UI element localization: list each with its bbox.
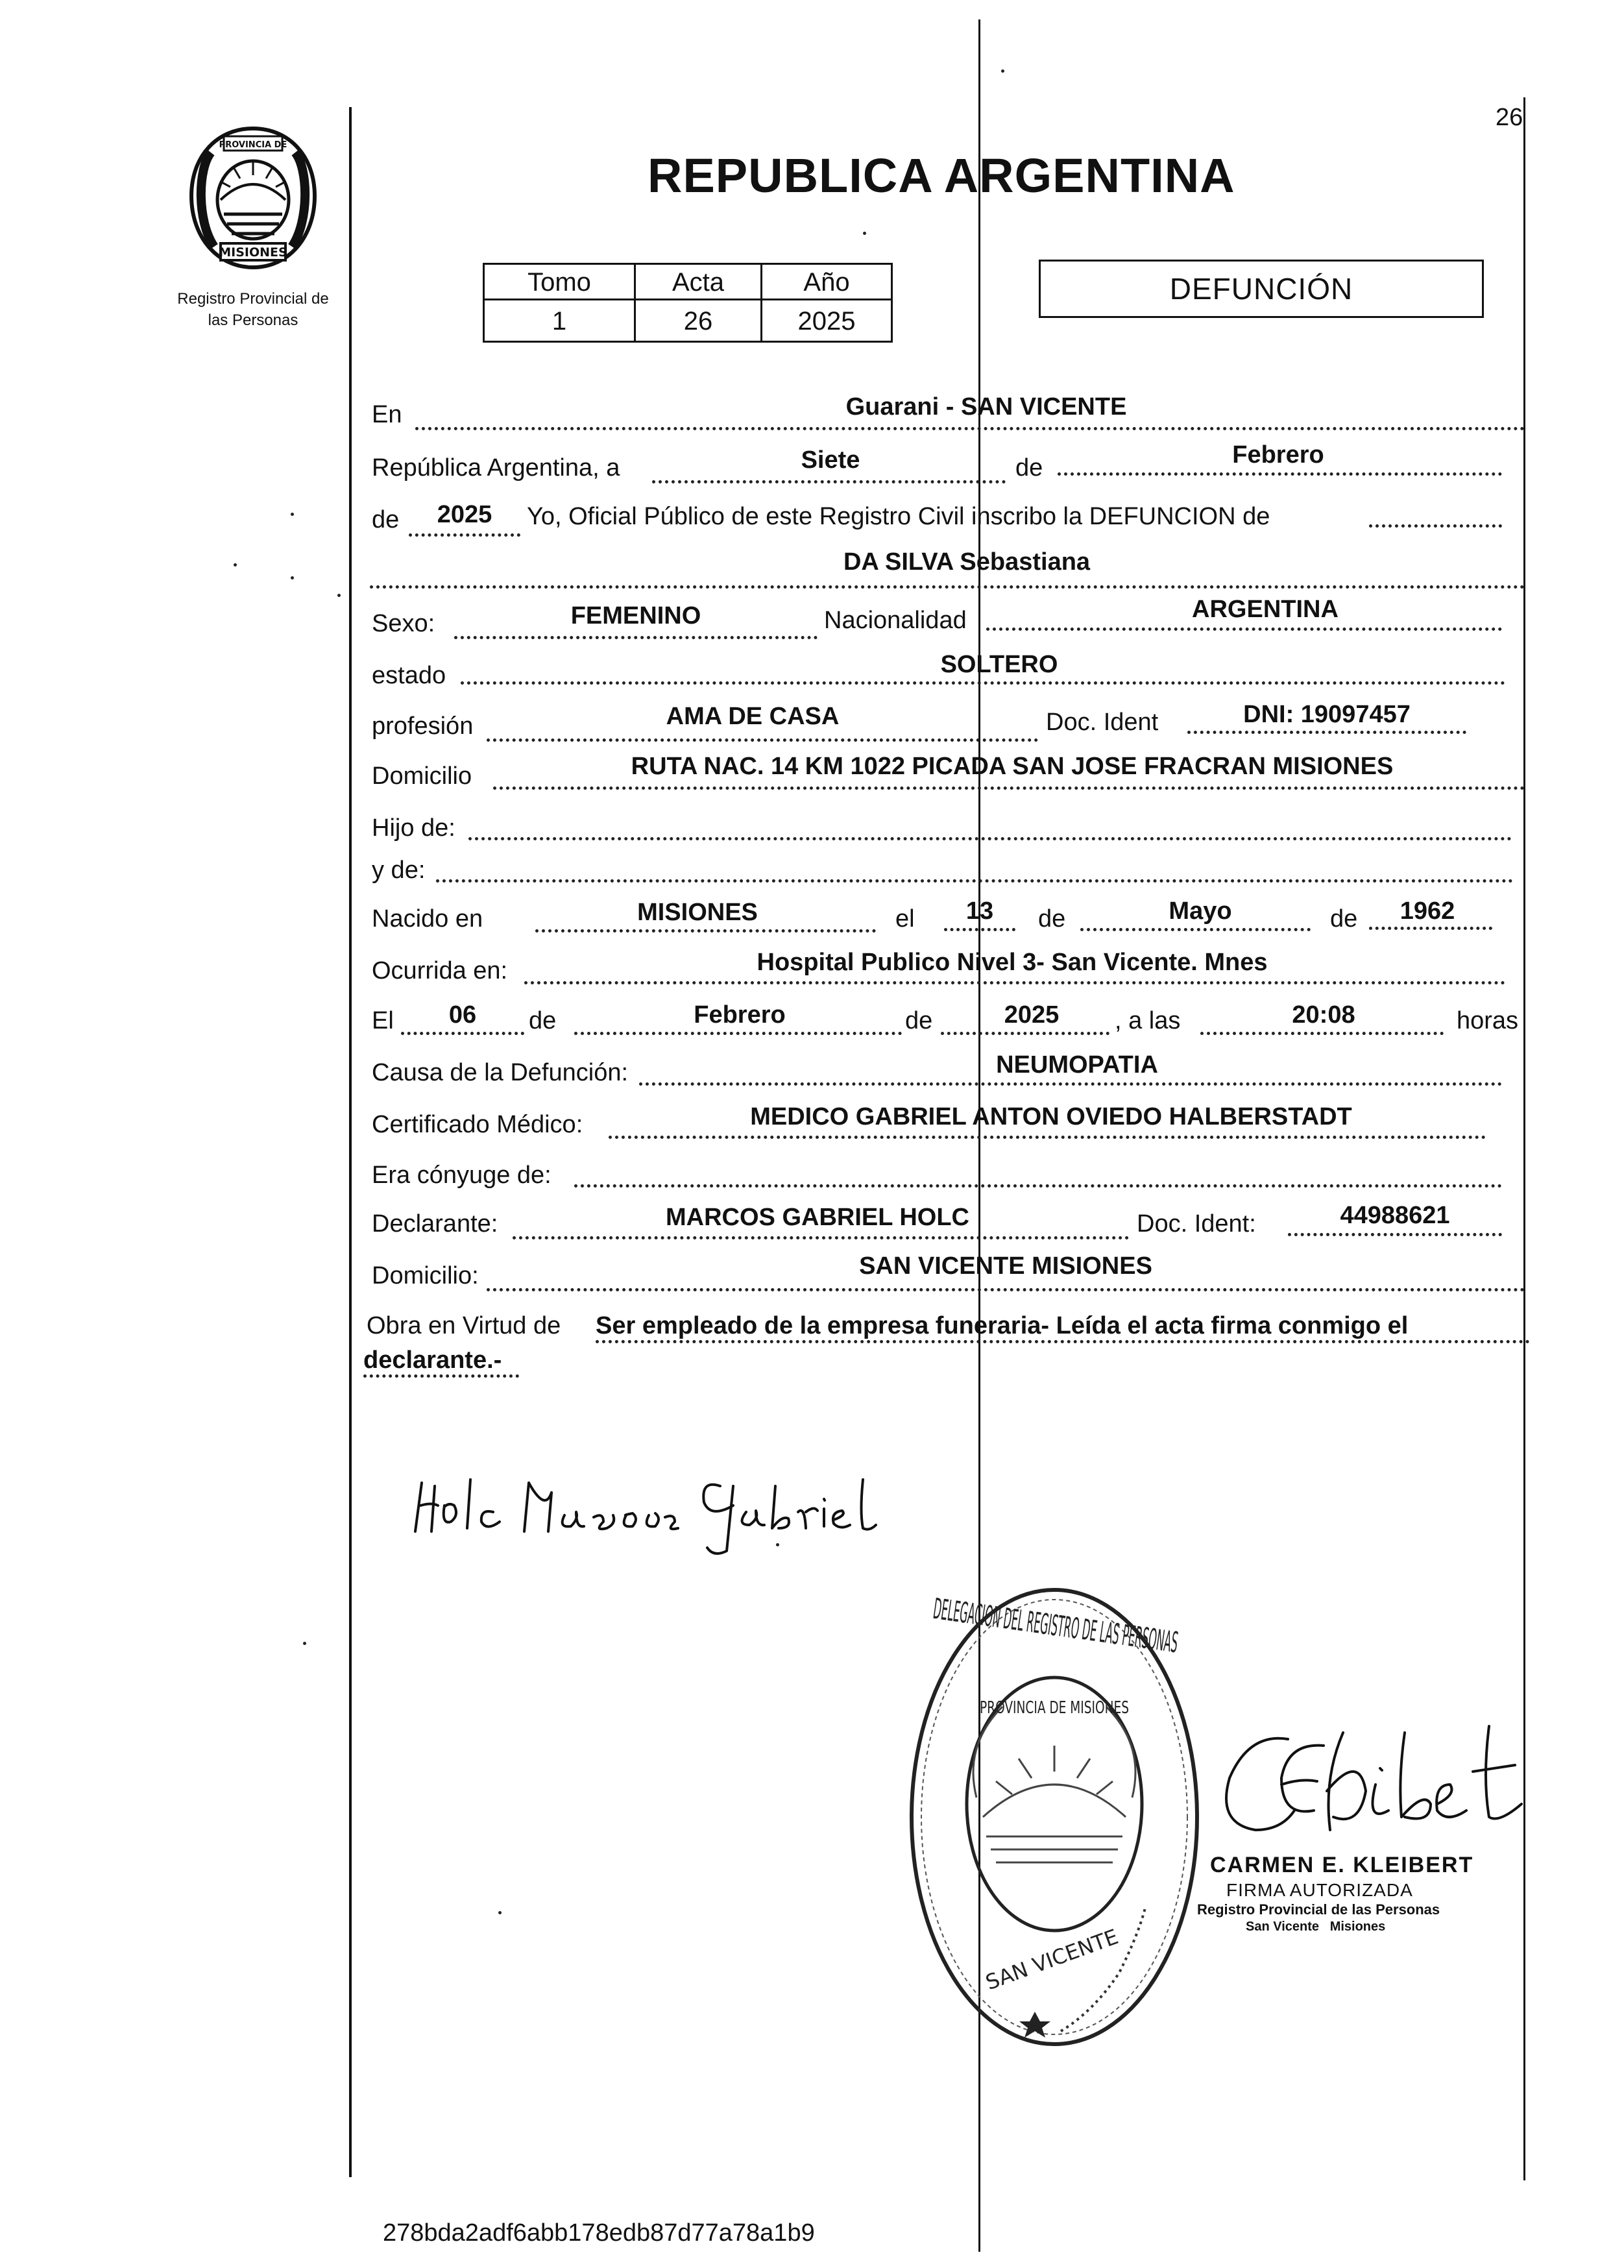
causa-label: Causa de la Defunción:: [372, 1059, 629, 1086]
doc-ident-value: DNI: 19097457: [1243, 701, 1411, 728]
dotted-line: [652, 480, 1006, 483]
domicilio-2-label: Domicilio:: [372, 1262, 479, 1289]
profesion-label: profesión: [372, 713, 474, 740]
nacido-en-value: MISIONES: [637, 899, 758, 926]
sexo-value: FEMENINO: [570, 602, 701, 629]
dotted-line: [1058, 472, 1502, 476]
place-value: Guarani - SAN VICENTE: [845, 393, 1127, 421]
dotted-line: [487, 738, 1038, 742]
domicilio-2-value: SAN VICENTE MISIONES: [859, 1252, 1152, 1280]
conyuge-label: Era cónyuge de:: [372, 1162, 551, 1189]
nacido-en-label: Nacido en: [372, 905, 483, 933]
scan-speck: [863, 232, 866, 235]
scan-speck: [303, 1642, 306, 1645]
dotted-line: [1288, 1233, 1502, 1236]
doc-ident-2-label: Doc. Ident:: [1137, 1210, 1256, 1238]
month-value: Febrero: [1232, 441, 1324, 469]
de-label: de: [372, 506, 400, 533]
domicilio-value: RUTA NAC. 14 KM 1022 PICADA SAN JOSE FRACRAN MISIONES: [631, 753, 1394, 780]
officer-office: Registro Provincial de las Personas: [1197, 1901, 1440, 1918]
death-year-value: 2025: [1004, 1001, 1060, 1029]
declarante-label: Declarante:: [372, 1210, 498, 1238]
dotted-line: [493, 786, 1525, 790]
de-label: de: [1330, 905, 1358, 933]
hijo-de-label: Hijo de:: [372, 814, 455, 842]
year-value: 2025: [437, 501, 492, 528]
dotted-line: [986, 628, 1502, 631]
ocurrida-label: Ocurrida en:: [372, 957, 508, 984]
seal-bottom-text: MISIONES: [219, 245, 287, 260]
dotted-line: [1369, 524, 1502, 528]
dotted-line: [461, 681, 1505, 685]
el-label: el: [895, 905, 915, 933]
document-hash: 278bda2adf6abb178edb87d77a78a1b9: [383, 2219, 815, 2247]
doc-ident-2-value: 44988621: [1340, 1202, 1450, 1229]
de-label: de: [529, 1007, 557, 1034]
registry-name-line1: Registro Provincial de: [177, 290, 329, 308]
y-de-label: y de:: [372, 857, 426, 884]
certificado-label: Certificado Médico:: [372, 1111, 583, 1138]
dotted-line: [639, 1082, 1502, 1086]
dotted-line: [944, 928, 1015, 931]
record-header-ano: Año: [760, 263, 893, 300]
birth-day-value: 13: [965, 897, 994, 925]
birth-month-value: Mayo: [1169, 897, 1232, 925]
ocurrida-value: Hospital Publico Nivel 3- San Vicente. Mnes: [757, 949, 1268, 976]
declarante-value: MARCOS GABRIEL HOLC: [666, 1204, 969, 1231]
dotted-line: [513, 1236, 1129, 1239]
stamp-bottom-text: SAN VICENTE: [982, 1924, 1122, 1995]
a-las-label: , a las: [1115, 1007, 1181, 1034]
doc-ident-label: Doc. Ident: [1046, 709, 1159, 736]
scan-speck: [234, 563, 237, 567]
record-value-acta: 26: [634, 299, 762, 343]
seal-top-text: PROVINCIA DE: [219, 140, 287, 150]
nacionalidad-label: Nacionalidad: [824, 607, 967, 634]
obra-value-line1: Ser empleado de la empresa funeraria- Leída el acta firma conmigo el: [596, 1312, 1409, 1339]
officer-signature: [1210, 1713, 1534, 1862]
dotted-line: [1369, 927, 1492, 930]
dotted-line: [574, 1032, 902, 1035]
registry-name-line2: las Personas: [208, 311, 298, 329]
dotted-line: [409, 533, 520, 537]
dotted-line: [436, 879, 1513, 883]
dotted-line: [1080, 928, 1311, 931]
record-value-tomo: 1: [483, 299, 636, 343]
death-month-value: Febrero: [694, 1001, 786, 1029]
estado-value: SOLTERO: [940, 651, 1058, 678]
certificado-value: MEDICO GABRIEL ANTON OVIEDO HALBERSTADT: [750, 1103, 1352, 1130]
dotted-line: [941, 1032, 1109, 1035]
nacionalidad-value: ARGENTINA: [1192, 596, 1339, 623]
dotted-line: [535, 929, 876, 933]
dotted-line: [363, 1374, 519, 1378]
officer-name: CARMEN E. KLEIBERT: [1210, 1853, 1474, 1877]
country-title: REPUBLICA ARGENTINA: [648, 149, 1235, 202]
record-header-acta: Acta: [634, 263, 762, 300]
scan-speck: [337, 594, 341, 597]
official-stamp: [905, 1583, 1204, 2051]
scan-speck: [291, 513, 294, 516]
oficial-text: Yo, Oficial Público de este Registro Civil inscribo la DEFUNCION de: [527, 503, 1270, 530]
dotted-line: [574, 1184, 1502, 1188]
dotted-line: [415, 427, 1525, 430]
day-word-value: Siete: [801, 446, 860, 474]
republica-label: República Argentina, a: [372, 454, 620, 482]
officer-place: San Vicente Misiones: [1246, 1920, 1386, 1934]
dotted-line: [401, 1032, 524, 1035]
stamp-inner-text: PROVINCIA DE MISIONES: [980, 1698, 1129, 1718]
stamp-outer-text: DELEGACION DEL REGISTRO: [931, 1592, 1204, 1682]
profesion-value: AMA DE CASA: [666, 703, 840, 730]
el-cap-label: El: [372, 1007, 394, 1034]
dotted-line: [609, 1136, 1486, 1139]
death-time-value: 20:08: [1292, 1001, 1355, 1029]
obra-label: Obra en Virtud de: [367, 1312, 561, 1339]
page-number: 26: [1496, 104, 1523, 131]
scan-speck: [498, 1911, 502, 1914]
dotted-line: [1200, 1032, 1444, 1035]
domicilio-label: Domicilio: [372, 762, 472, 790]
record-type-box: DEFUNCIÓN: [1039, 260, 1484, 318]
record-value-ano: 2025: [760, 299, 893, 343]
left-margin-line: [349, 107, 352, 2177]
estado-label: estado: [372, 662, 446, 689]
birth-year-value: 1962: [1400, 897, 1455, 925]
dotted-line: [454, 636, 818, 639]
scan-speck: [291, 576, 294, 579]
provincial-seal: [185, 123, 321, 273]
right-margin-line: [1523, 97, 1525, 2180]
dotted-line: [596, 1340, 1530, 1343]
death-day-value: 06: [448, 1001, 477, 1029]
dotted-line: [468, 837, 1512, 840]
declarant-signature: [409, 1467, 902, 1564]
officer-title: FIRMA AUTORIZADA: [1226, 1880, 1413, 1900]
causa-value: NEUMOPATIA: [996, 1051, 1158, 1079]
obra-value-line2: declarante.-: [363, 1347, 502, 1374]
de-label: de: [1038, 905, 1066, 933]
de-label: de: [905, 1007, 933, 1034]
dotted-line: [370, 585, 1525, 589]
de-label: de: [1015, 454, 1043, 482]
scan-speck: [1001, 69, 1004, 73]
dotted-line: [1187, 731, 1466, 734]
deceased-name-value: DA SILVA Sebastiana: [843, 548, 1091, 576]
record-header-tomo: Tomo: [483, 263, 636, 300]
dotted-line: [524, 981, 1505, 984]
en-label: En: [372, 401, 402, 428]
dotted-line: [487, 1288, 1525, 1291]
horas-label: horas: [1457, 1007, 1519, 1034]
sexo-label: Sexo:: [372, 610, 435, 637]
